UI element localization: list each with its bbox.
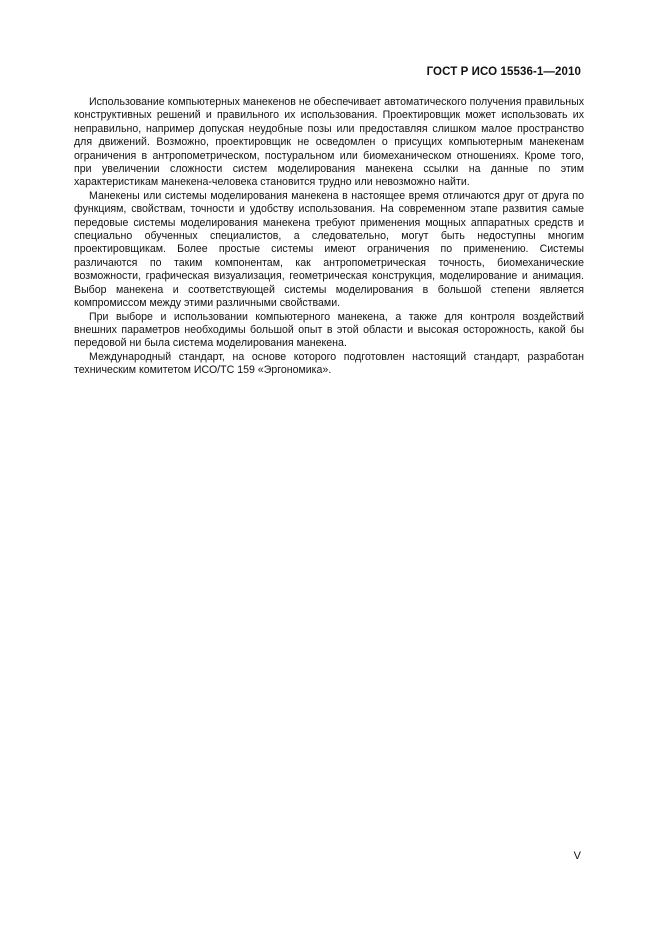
- document-header: ГОСТ Р ИСО 15536-1—2010: [426, 66, 581, 78]
- paragraph-2: Манекены или системы моделирования манекена в настоящее время отличаются друг от друга по функциям, свойствам, точности и удобству использования. На современном этапе развития самые передовые системы моделирования манекена требуют применения мощных аппаратных средств и специально обученных специалистов, а следовательно, могут быть недоступны многим проектировщикам. Более простые системы имеют ограничения по применению. Системы различаются по таким компонентам, как антропометрическая точность, биомеханические возможности, графическая визуализация, геометрическая конструкция, моделирование и анимация. Выбор манекена и соответствующей системы моделирования в большой степени является компромиссом между этими различными свойствами.: [74, 189, 584, 310]
- page-number: V: [573, 850, 581, 862]
- body-text: [74, 96, 584, 378]
- paragraph-4: Международный стандарт, на основе которого подготовлен настоящий стандарт, разработан техническим комитетом ИСО/ТС 159 «Эргономика».: [74, 350, 584, 377]
- paragraph-3: При выборе и использовании компьютерного манекена, а также для контроля воздействий внешних параметров необходимы большой опыт в этой области и высокая осторожность, какой бы передовой ни была система моделирования манекена.: [74, 310, 584, 350]
- paragraph-1: Использование компьютерных манекенов не обеспечивает автоматического получения правильных конструктивных решений и правильного их использования. Проектировщик может использовать их неправильно, например допуская неудобные позы или предоставляя слишком малое пространство для движений. Возможно, проектировщик не осведомлен о присущих компьютерным манекенам ограничения в антропометрическом, постуральном или биомеханическом отношениях. Кроме того, при увеличении сложности систем моделирования манекена ссылки на данные по этим характеристикам манекена-человека становится трудно или невозможно найти.: [74, 96, 584, 189]
